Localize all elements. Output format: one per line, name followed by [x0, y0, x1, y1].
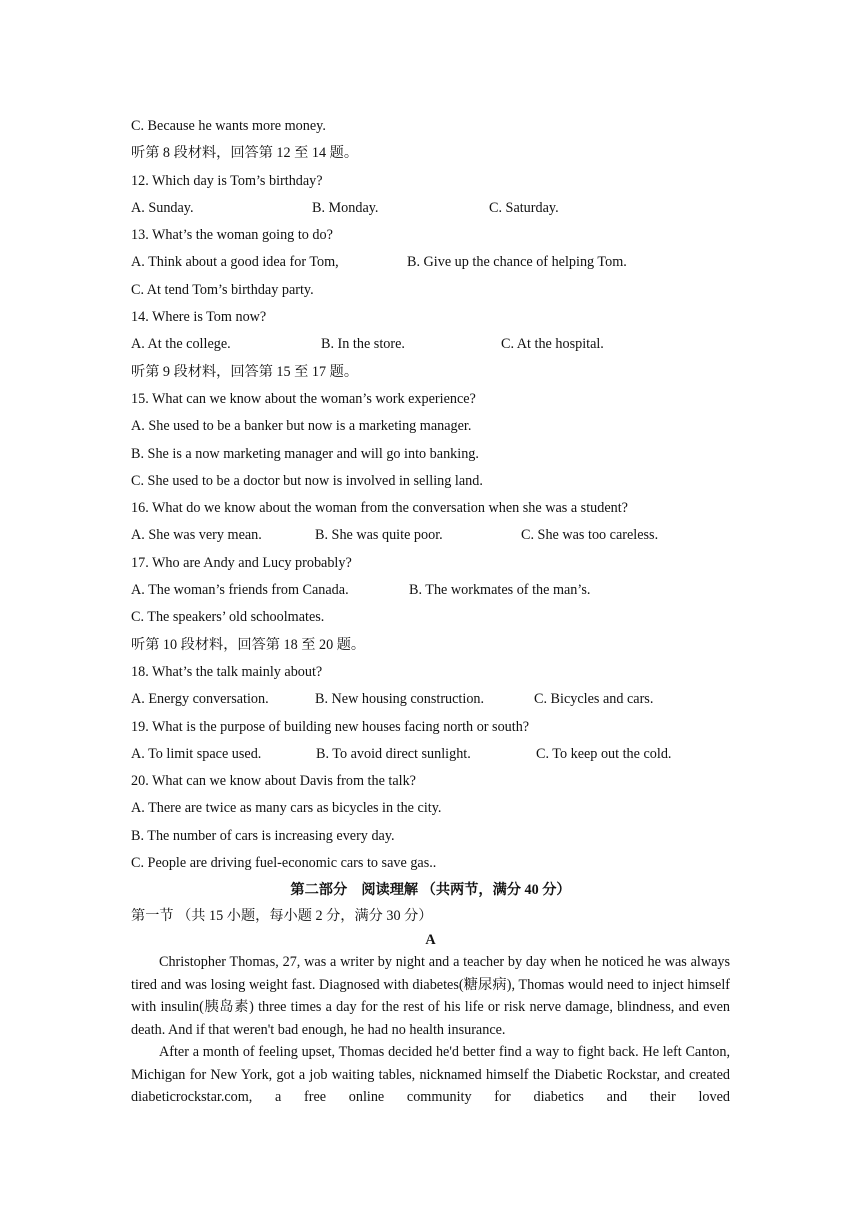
option-b: B. To avoid direct sunlight.: [316, 745, 471, 762]
option-b: B. Give up the chance of helping Tom.: [407, 254, 627, 271]
question-17: 17. Who are Andy and Lucy probably?: [131, 554, 352, 571]
question-16: 16. What do we know about the woman from the conversation when she was a student?: [131, 500, 628, 517]
question-19: 19. What is the purpose of building new houses facing north or south?: [131, 718, 530, 735]
options-17: [131, 577, 730, 604]
answer-option: C. Because he wants more money.: [131, 118, 326, 134]
option-c: C. At the hospital.: [501, 336, 604, 353]
option-a: A. At the college.: [131, 336, 231, 353]
question-15: 15. What can we know about the woman’s work experience?: [131, 390, 476, 407]
option-c: C. At tend Tom’s birthday party.: [131, 281, 314, 298]
option-b: B. She was quite poor.: [315, 527, 443, 544]
option-c: C. Bicycles and cars.: [534, 691, 654, 708]
question-13: 13. What’s the woman going to do?: [131, 227, 333, 244]
option-b: B. Monday.: [312, 199, 379, 216]
options-16: [131, 522, 730, 549]
option-a: A. There are twice as many cars as bicycles in the city.: [131, 800, 442, 817]
options-13: [131, 249, 730, 276]
options-18: [131, 686, 730, 713]
option-c: C. She was too careless.: [521, 527, 659, 544]
passage-paragraph: Christopher Thomas, 27, was a writer by night and a teacher by day when he noticed he was always tired and was losing weight fast. Diagnosed with diabetes(糖尿病), Thomas would need to inject himself with insulin(胰岛素) three times a day for the rest of his life or risk nerve damage, blindness, and even death. And if that weren't bad enough, he had no health insurance.: [131, 954, 730, 1038]
part-title: 第二部分 阅读理解 （共两节，满分 40 分）: [290, 882, 571, 899]
option-a: A. She used to be a banker but now is a marketing manager.: [131, 418, 472, 435]
options-14: [131, 331, 730, 358]
option-b: B. She is a now marketing manager and will go into banking.: [131, 445, 479, 462]
option-a: A. To limit space used.: [131, 745, 262, 762]
options-19: [131, 741, 730, 768]
option-a: A. The woman’s friends from Canada.: [131, 582, 349, 599]
option-b: B. The workmates of the man’s.: [409, 582, 591, 599]
passage-paragraph: After a month of feeling upset, Thomas decided he'd better find a way to fight back. He left Canton, Michigan for New York, got a job waiting tables, nicknamed himself the Diabetic Rockstar, and created diabeticrockstar.com, a free online community for diabetics and their loved: [131, 1044, 730, 1106]
option-b: B. New housing construction.: [315, 691, 485, 708]
question-18: 18. What’s the talk mainly about?: [131, 663, 323, 680]
option-a: A. Think about a good idea for Tom,: [131, 254, 339, 271]
exam-content: [131, 113, 730, 1109]
section-instruction: 听第 10 段材料，回答第 18 至 20 题。: [131, 636, 366, 653]
section-title: 第一节 （共 15 小题，每小题 2 分，满分 30 分）: [131, 908, 433, 925]
option-c: C. To keep out the cold.: [536, 745, 672, 762]
question-20: 20. What can we know about Davis from the talk?: [131, 773, 416, 790]
question-12: 12. Which day is Tom’s birthday?: [131, 172, 323, 189]
question-14: 14. Where is Tom now?: [131, 309, 267, 326]
section-instruction: 听第 9 段材料，回答第 15 至 17 题。: [131, 363, 359, 380]
option-c: C. People are driving fuel-economic cars to save gas..: [131, 855, 437, 872]
option-c: C. The speakers’ old schoolmates.: [131, 609, 325, 626]
option-a: A. Energy conversation.: [131, 691, 269, 708]
option-a: A. She was very mean.: [131, 527, 262, 544]
option-c: C. She used to be a doctor but now is involved in selling land.: [131, 472, 483, 489]
section-instruction: 听第 8 段材料，回答第 12 至 14 题。: [131, 145, 359, 162]
options-12: [131, 195, 730, 222]
option-a: A. Sunday.: [131, 199, 194, 216]
option-b: B. The number of cars is increasing every day.: [131, 827, 395, 844]
option-c: C. Saturday.: [489, 199, 559, 216]
option-b: B. In the store.: [321, 336, 405, 353]
passage-label: A: [425, 932, 436, 949]
